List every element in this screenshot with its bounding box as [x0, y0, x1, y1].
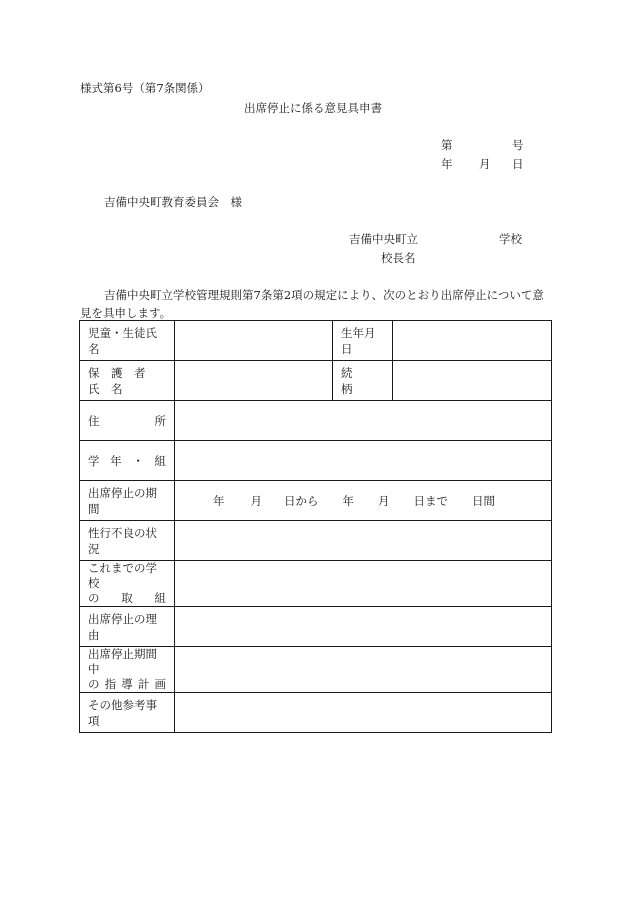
table-row [80, 561, 552, 607]
table-row [80, 401, 552, 441]
student-name-field[interactable] [175, 321, 333, 361]
misconduct-field[interactable] [175, 521, 552, 561]
date-year-label: 年 [441, 157, 453, 171]
other-notes-field[interactable] [175, 693, 552, 733]
school-efforts-field[interactable] [175, 561, 552, 607]
table-row [80, 647, 552, 693]
table-row [80, 693, 552, 733]
table-row [80, 361, 552, 401]
school-name-suffix: 学校 [499, 232, 522, 246]
addressee: 吉備中央町教育委員会 様 [104, 195, 242, 209]
document-number-suffix: 号 [512, 138, 524, 152]
reason-field[interactable] [175, 607, 552, 647]
table-row [80, 521, 552, 561]
other-notes-label: その他参考事項 [80, 693, 175, 733]
date-day-label: 日 [512, 157, 524, 171]
student-name-label: 児童・生徒氏名 [80, 321, 175, 361]
date-month-label: 月 [479, 157, 491, 171]
guidance-plan-field[interactable] [175, 647, 552, 693]
reason-label: 出席停止の理由 [80, 607, 175, 647]
table-row [80, 607, 552, 647]
period-label: 出席停止の期間 [80, 481, 175, 521]
guidance-plan-label: 出席停止期間中 の 指 導 計 画 [80, 647, 175, 693]
address-label: 住 所 [80, 401, 175, 441]
misconduct-label: 性行不良の状況 [80, 521, 175, 561]
table-row [80, 441, 552, 481]
birth-date-field[interactable] [393, 321, 552, 361]
grade-class-label: 学 年 ・ 組 [80, 441, 175, 481]
guardian-name-field[interactable] [175, 361, 333, 401]
form-number: 様式第6号（第7条関係） [80, 81, 210, 95]
guardian-name-label: 保 護 者 氏 名 [80, 361, 175, 401]
body-paragraph: 吉備中央町立学校管理規則第7条第2項の規定により、次のとおり出席停止について意見を具申します。 [80, 288, 544, 320]
relationship-label: 続 柄 [333, 361, 393, 401]
document-title: 出席停止に係る意見具申書 [244, 101, 382, 115]
grade-class-field[interactable] [175, 441, 552, 481]
birth-date-label: 生年月日 [333, 321, 393, 361]
application-form-table [79, 320, 552, 733]
table-row [80, 481, 552, 521]
principal-name-label: 校長名 [381, 251, 416, 265]
school-efforts-label: これまでの学校 の 取 組 [80, 561, 175, 607]
period-field[interactable]: 年 月 日から 年 月 日まで 日間 [175, 481, 552, 521]
school-name-prefix: 吉備中央町立 [349, 232, 418, 246]
relationship-field[interactable] [393, 361, 552, 401]
table-row [80, 321, 552, 361]
document-number-prefix: 第 [441, 138, 453, 152]
address-field[interactable] [175, 401, 552, 441]
